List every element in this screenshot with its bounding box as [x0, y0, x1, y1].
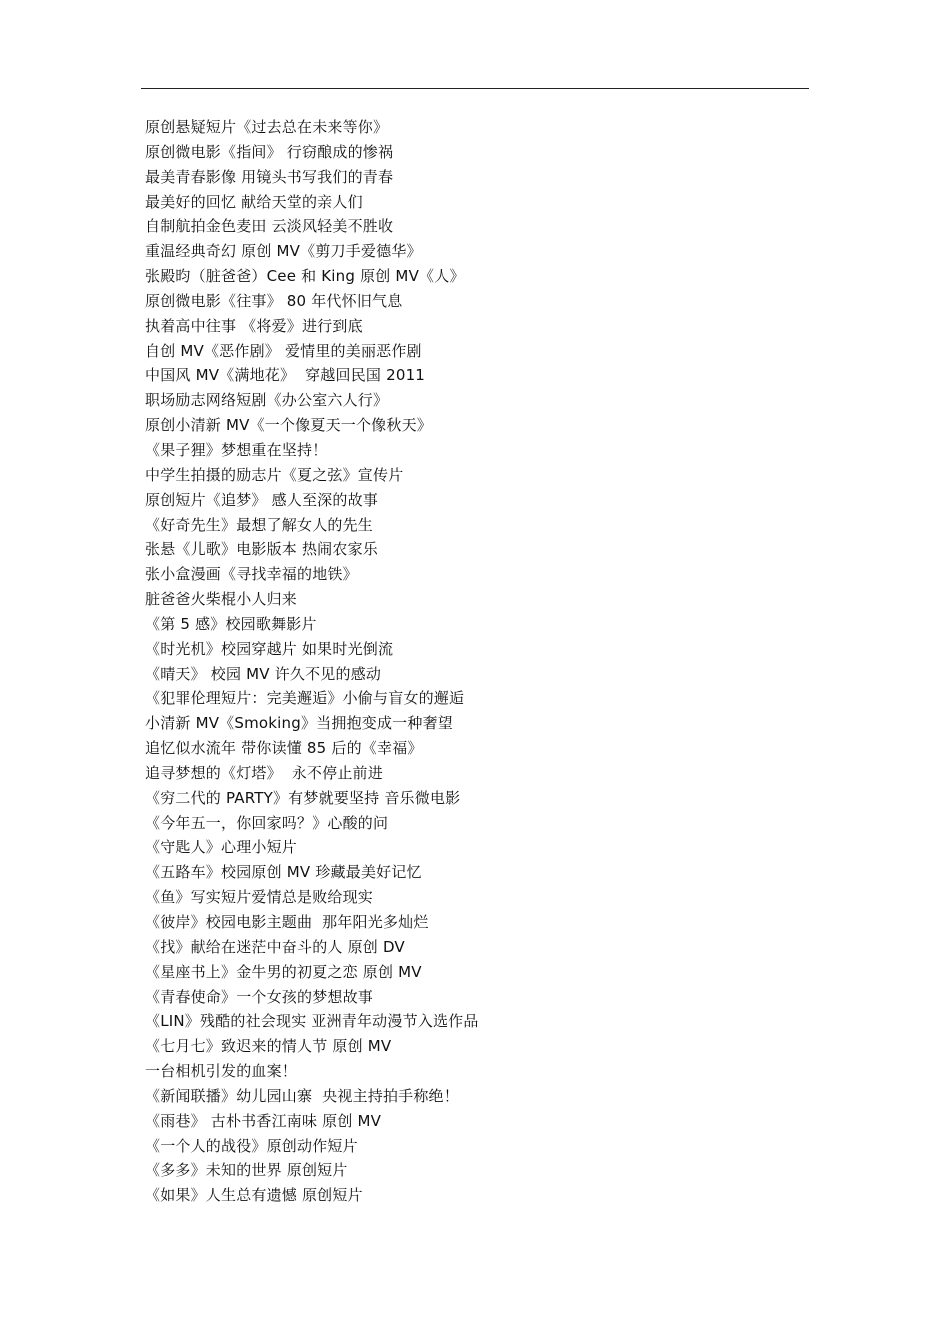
list-item: 《时光机》校园穿越片 如果时光倒流: [145, 639, 394, 658]
list-item: 《今年五一，你回家吗？》心酸的问: [145, 813, 389, 832]
list-item: 《LIN》残酷的社会现实 亚洲青年动漫节入选作品: [145, 1012, 479, 1031]
list-item: 最美好的回忆 献给天堂的亲人们: [145, 192, 363, 211]
list-item: 原创微电影《指间》 行窃酿成的惨祸: [145, 142, 394, 161]
list-item: 追寻梦想的《灯塔》 永不停止前进: [145, 763, 383, 782]
list-item: 《如果》人生总有遗憾 原创短片: [145, 1186, 363, 1205]
list-item: 职场励志网络短剧《办公室六人行》: [145, 391, 389, 410]
list-item: 原创微电影《往事》 80 年代怀旧气息: [145, 291, 403, 310]
list-item: 《多多》未知的世界 原创短片: [145, 1161, 348, 1180]
list-item: 张殿昀（脏爸爸）Cee 和 King 原创 MV《人》: [145, 267, 465, 286]
title-list: [145, 115, 479, 1208]
list-item: 《好奇先生》最想了解女人的先生: [145, 515, 374, 534]
list-item: 原创悬疑短片《过去总在未来等你》: [145, 118, 389, 136]
list-item: 执着高中往事 《将爱》进行到底: [145, 316, 363, 335]
list-item: 《第 5 感》校园歌舞影片: [145, 614, 317, 633]
list-item: 《找》献给在迷茫中奋斗的人 原创 DV: [145, 937, 405, 956]
list-item: 小清新 MV《Smoking》当拥抱变成一种奢望: [145, 714, 453, 733]
list-item: 《鱼》写实短片爱情总是败给现实: [145, 888, 374, 907]
list-item: 《彼岸》校园电影主题曲 那年阳光多灿烂: [145, 913, 429, 931]
list-item: 《晴天》 校园 MV 许久不见的感动: [145, 664, 382, 683]
list-item: 脏爸爸火柴棍小人归来: [145, 590, 298, 609]
list-item: 重温经典奇幻 原创 MV《剪刀手爱德华》: [145, 242, 422, 261]
list-item: 自创 MV《恶作剧》 爱情里的美丽恶作剧: [145, 341, 422, 360]
list-item: 最美青春影像 用镜头书写我们的青春: [145, 167, 394, 186]
list-item: 追忆似水流年 带你读懂 85 后的《幸福》: [145, 739, 423, 758]
list-item: 《新闻联播》幼儿园山寨 央视主持拍手称绝！: [145, 1086, 459, 1105]
list-item: 《七月七》致迟来的情人节 原创 MV: [145, 1037, 392, 1056]
list-item: 《星座书上》金牛男的初夏之恋 原创 MV: [145, 962, 422, 981]
list-item: 自制航拍金色麦田 云淡风轻美不胜收: [145, 217, 394, 236]
list-item: 张悬《儿歌》电影版本 热闹农家乐: [145, 540, 378, 559]
list-item: 张小盒漫画《寻找幸福的地铁》: [145, 565, 358, 584]
list-item: 一台相机引发的血案！: [145, 1062, 298, 1081]
list-item: 中学生拍摄的励志片《夏之弦》宣传片: [145, 465, 404, 484]
list-item: 《五路车》校园原创 MV 珍藏最美好记忆: [145, 863, 422, 882]
list-item: 《守匙人》心理小短片: [145, 838, 298, 857]
list-item: 《雨巷》 古朴书香江南味 原创 MV: [145, 1111, 382, 1130]
list-item: 《青春使命》一个女孩的梦想故事: [145, 987, 374, 1006]
list-item: 原创小清新 MV《一个像夏天一个像秋天》: [145, 416, 432, 435]
list-item: 《犯罪伦理短片：完美邂逅》小偷与盲女的邂逅: [145, 689, 465, 708]
list-item: 《一个人的战役》原创动作短片: [145, 1136, 358, 1155]
list-item: 中国风 MV《满地花》 穿越回民国 2011: [145, 366, 426, 385]
list-item: 《果子狸》梦想重在坚持！: [145, 440, 328, 459]
header-rule: [141, 88, 809, 89]
list-item: 原创短片《追梦》 感人至深的故事: [145, 490, 378, 509]
list-item: 《穷二代的 PARTY》有梦就要坚持 音乐微电影: [145, 788, 461, 807]
